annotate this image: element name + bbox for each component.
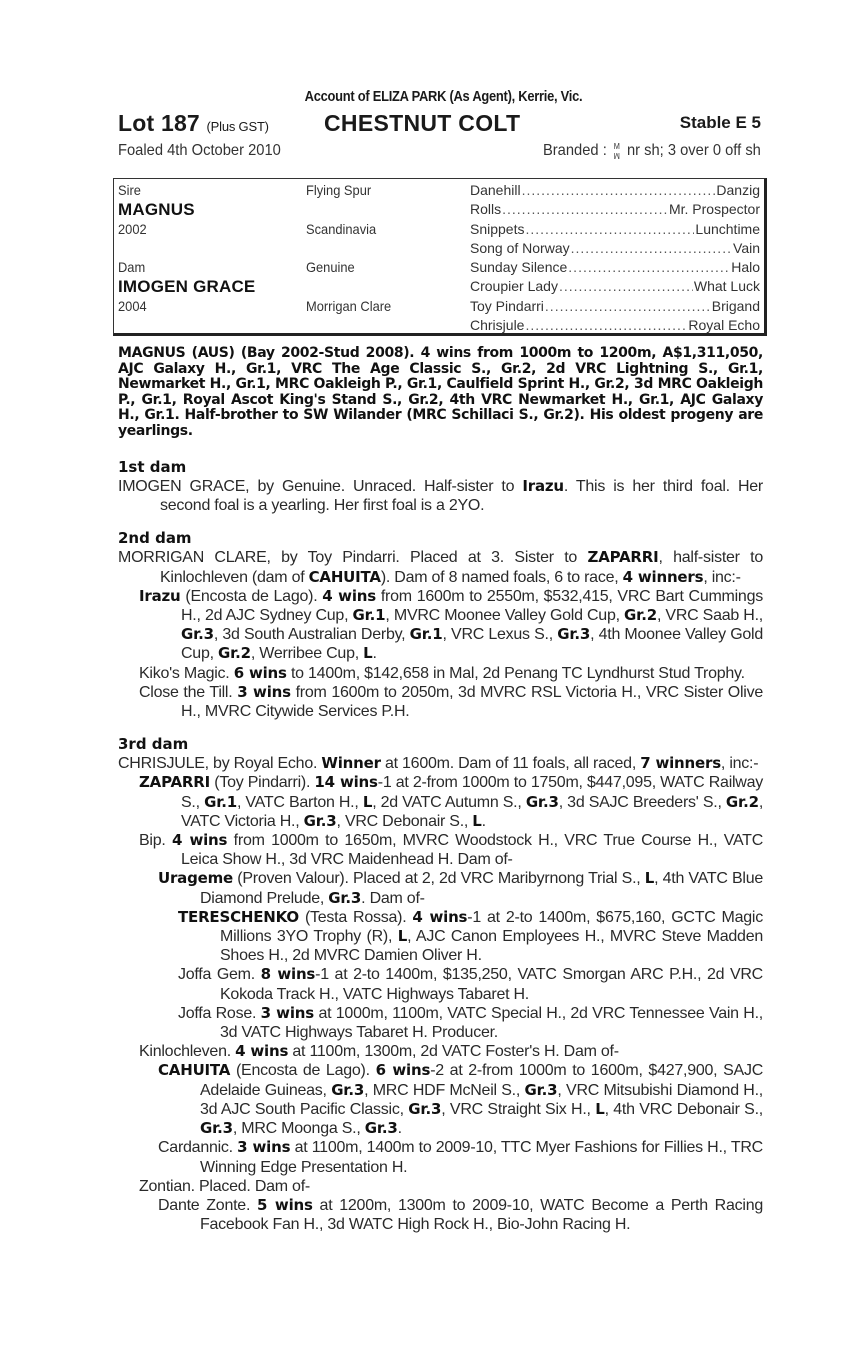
- catalogue-page: [118, 88, 764, 1234]
- spacer: [118, 239, 284, 258]
- brand-details: nr sh; 3 over 0 off sh: [627, 142, 761, 159]
- pedigree-entry: Joffa Gem. 8 wins-1 at 2-to 1400m, $135,250, VATC Smorgan ARC P.H., 2d VRC Kokoda Track H., VATC Highways Tabaret H.: [178, 965, 763, 1003]
- vendor-account: Account of ELIZA PARK (As Agent), Kerrie, Vic.: [304, 88, 583, 105]
- pedigree-entry: CHRISJULE, by Royal Echo. Winner at 1600m. Dam of 11 foals, all raced, 7 winners, inc:-: [118, 754, 759, 773]
- ggp-row: Croupier Lady ..... What Luck: [470, 277, 760, 296]
- lot-number: [118, 110, 269, 137]
- sire-year: 2002: [118, 220, 147, 237]
- spacer: [306, 200, 453, 219]
- ggp-row: Toy Pindarri ..... Brigand: [470, 297, 760, 316]
- highlight-text: Gr.3: [364, 1119, 398, 1138]
- sire-label: Sire: [118, 182, 141, 198]
- plus-gst-note: (Plus GST): [206, 119, 269, 134]
- pedigree-entry: ZAPARRI (Toy Pindarri). 14 wins-1 at 2-from 1000m to 1750m, $447,095, WATC Railway S., Gr.1, VATC Barton H., L, 2d VATC Autumn S., Gr.3, 3d SAJC Breeders' S., Gr.2, VATC Victoria H., Gr.3, VRC Debonair S., L.: [139, 773, 764, 830]
- stable-location: Stable E 5: [679, 113, 761, 132]
- pedigree-entry: IMOGEN GRACE, by Genuine. Unraced. Half-sister to Irazu. This is her third foal. Her second foal is a yearling. Her first foal is a 2YO.: [118, 477, 763, 515]
- highlight-text: Gr.3: [200, 1119, 233, 1138]
- pedigree-entry: Joffa Rose. 3 wins at 1000m, 1100m, VATC Special H., 2d VRC Tennessee Vain H., 3d VATC Highways Tabaret H. Producer.: [178, 1003, 763, 1042]
- highlight-text: Gr.3: [525, 792, 559, 811]
- pedigree-entry: Bip. 4 wins from 1000m to 1650m, MVRC Woodstock H., VRC True Course H., VATC Leica Show H., 3d VRC Maidenhead H. Dam of-: [139, 831, 764, 869]
- ggp-row: Sunday Silence ..... Halo: [470, 258, 760, 277]
- pedigree-entry: Urageme (Proven Valour). Placed at 2, 2d VRC Maribyrnong Trial S., L, 4th VATC Blue Diamond Prelude, Gr.3. Dam of-: [158, 869, 763, 907]
- highlight-text: Gr.3: [331, 1080, 365, 1099]
- highlight-text: Gr.3: [557, 625, 591, 644]
- lot-label: Lot 187: [118, 110, 200, 136]
- sire-summary: MAGNUS (AUS) (Bay 2002-Stud 2008). 4 wins from 1000m to 1200m, A$1,311,050, AJC Galaxy H., Gr.1, VRC The Age Classic S., Gr.2, 2d VRC Lightning S., Gr.1, Newmarket H., Gr.1, MRC Oakleigh P., Gr.1, Caulfield Sprint H., Gr.2, 3d MRC Oakleigh P., Gr.1, Royal Ascot King's Stand S., Gr.2, 4th VRC Newmarket H., Gr.1, AJC Galaxy H., Gr.1. Half-brother to SW Wilander (MRC Schillaci S., Gr.2). His oldest progeny are yearlings.: [118, 345, 763, 439]
- highlight-text: 4 wins: [171, 831, 228, 850]
- highlight-text: 3 wins: [237, 1138, 291, 1157]
- section-heading: 3rd dam: [118, 735, 189, 754]
- dam-line-sections: [118, 458, 763, 1234]
- highlight-text: 6 wins: [233, 663, 287, 682]
- highlight-text: 4 winners: [622, 567, 704, 586]
- highlight-text: Winner: [321, 754, 381, 773]
- pedigree-entry: Kinlochleven. 4 wins at 1100m, 1300m, 2d VATC Foster's H. Dam of-: [139, 1042, 619, 1061]
- highlight-text: Gr.2: [624, 606, 657, 625]
- pedigree-entry: CAHUITA (Encosta de Lago). 6 wins-2 at 2-from 1000m to 1600m, $427,900, SAJC Adelaide Guineas, Gr.3, MRC HDF McNeil S., Gr.3, VRC Mitsubishi Diamond H., 3d AJC South Pacific Classic, Gr.3, VRC Straight Six H., L, 4th VRC Debonair S., Gr.3, MRC Moonga S., Gr.3.: [158, 1061, 764, 1138]
- dam-label: Dam: [118, 259, 146, 276]
- sire-name: MAGNUS: [118, 200, 195, 220]
- highlight-text: Gr.3: [303, 811, 337, 830]
- highlight-text: 14 wins: [314, 773, 378, 792]
- spacer: [306, 239, 453, 258]
- highlight-text: 4 wins: [322, 586, 376, 605]
- highlight-text: L: [595, 1099, 605, 1118]
- highlight-text: L: [472, 811, 482, 830]
- pedigree-entry: TERESCHENKO (Testa Rossa). 4 wins-1 at 2-to 1400m, $675,160, GCTC Magic Millions 3YO Trophy (R), L, AJC Canon Employees H., MVRC Steve Madden Shoes H., 2d MVRC Damien Oliver H.: [178, 907, 763, 965]
- ggp-row: Chrisjule ..... Royal Echo: [470, 316, 760, 335]
- highlight-text: 3 wins: [237, 682, 291, 701]
- highlight-text: Gr.1: [204, 792, 237, 811]
- foaled-date: Foaled 4th October 2010: [118, 142, 281, 159]
- ggp-row: Rolls ..... Mr. Prospector: [470, 200, 760, 219]
- pedigree-entry: Cardannic. 3 wins at 1100m, 1400m to 2009-10, TTC Myer Fashions for Fillies H., TRC Winning Edge Presentation H.: [158, 1138, 763, 1176]
- highlight-text: 6 wins: [375, 1061, 431, 1080]
- highlight-text: Irazu: [139, 586, 181, 605]
- sire-dam: Scandinavia: [306, 220, 377, 237]
- pedigree-great-grandparents-column: [470, 181, 760, 335]
- spacer: [306, 316, 453, 335]
- highlight-text: L: [644, 869, 655, 888]
- brand-info: [543, 142, 761, 160]
- pedigree-entry: Dante Zonte. 5 wins at 1200m, 1300m to 2009-10, WATC Become a Perth Racing Facebook Fan H., 3d WATC High Rock H., Bio-John Racing H.: [158, 1195, 763, 1234]
- dam-sire: Genuine: [306, 259, 355, 276]
- dam-year: 2004: [118, 297, 147, 314]
- pedigree-entry: Irazu (Encosta de Lago). 4 wins from 1600m to 2550m, $532,415, VRC Bart Cummings H., 2d AJC Sydney Cup, Gr.1, MVRC Moonee Valley Gold Cup, Gr.2, VRC Saab H., Gr.3, 3d South Australian Derby, Gr.1, VRC Lexus S., Gr.3, 4th Moonee Valley Gold Cup, Gr.2, Werribee Cup, L.: [139, 586, 764, 663]
- highlight-text: Gr.1: [409, 625, 443, 644]
- pedigree-entry: Close the Till. 3 wins from 1600m to 2050m, 3d MVRC RSL Victoria H., VRC Sister Olive H., MVRC Citywide Services P.H.: [139, 682, 763, 721]
- highlight-text: 4 wins: [412, 907, 468, 926]
- pedigree-grandparents-column: [306, 181, 466, 335]
- spacer: [118, 316, 284, 335]
- pedigree-parents-column: [118, 181, 298, 335]
- section-heading: 1st dam: [118, 458, 187, 476]
- highlight-text: CAHUITA: [158, 1061, 231, 1080]
- branded-label: Branded :: [543, 142, 607, 159]
- highlight-text: 7 winners: [640, 754, 721, 773]
- highlight-text: Gr.3: [328, 888, 362, 907]
- highlight-text: ZAPARRI: [587, 548, 659, 567]
- highlight-text: ZAPARRI: [139, 773, 210, 792]
- pedigree-entry: Kiko's Magic. 6 wins to 1400m, $142,658 in Mal, 2d Penang TC Lyndhurst Stud Trophy.: [139, 663, 745, 682]
- pedigree-entry: MORRIGAN CLARE, by Toy Pindarri. Placed at 3. Sister to ZAPARRI, half-sister to Kinlochleven (dam of CAHUITA). Dam of 8 named foals, 6 to race, 4 winners, inc:-: [118, 548, 764, 586]
- ggp-row: Snippets ..... Lunchtime: [470, 220, 760, 239]
- highlight-text: TERESCHENKO: [178, 907, 299, 926]
- section-heading: 2nd dam: [118, 529, 192, 548]
- highlight-text: L: [397, 927, 408, 946]
- foaled-line: [118, 142, 763, 164]
- pedigree-table: [113, 178, 767, 336]
- spacer: [306, 277, 453, 296]
- highlight-text: 4 wins: [235, 1042, 289, 1061]
- highlight-text: 3 wins: [260, 1003, 314, 1022]
- highlight-text: Gr.2: [218, 644, 251, 663]
- highlight-text: L: [363, 644, 373, 663]
- sire-sire: Flying Spur: [306, 182, 372, 198]
- highlight-text: Gr.1: [352, 606, 386, 625]
- highlight-text: CAHUITA: [308, 567, 381, 586]
- dam-dam: Morrigan Clare: [306, 297, 392, 314]
- highlight-text: Gr.3: [181, 625, 214, 644]
- dam-name: IMOGEN GRACE: [118, 277, 256, 297]
- brand-mark-icon: M M: [613, 142, 621, 160]
- highlight-text: L: [362, 792, 373, 811]
- colour-sex: CHESTNUT COLT: [324, 110, 521, 136]
- highlight-text: Urageme: [158, 869, 234, 888]
- highlight-text: 8 wins: [260, 965, 316, 984]
- lot-line: [118, 110, 763, 136]
- highlight-text: Gr.3: [408, 1099, 442, 1118]
- highlight-text: 5 wins: [257, 1195, 313, 1214]
- ggp-row: Song of Norway ..... Vain: [470, 239, 760, 258]
- highlight-text: Irazu: [522, 477, 564, 495]
- highlight-text: Gr.3: [524, 1080, 558, 1099]
- pedigree-entry: Zontian. Placed. Dam of-: [139, 1177, 310, 1195]
- ggp-row: Danehill ..... Danzig: [470, 181, 760, 200]
- highlight-text: Gr.2: [725, 792, 759, 811]
